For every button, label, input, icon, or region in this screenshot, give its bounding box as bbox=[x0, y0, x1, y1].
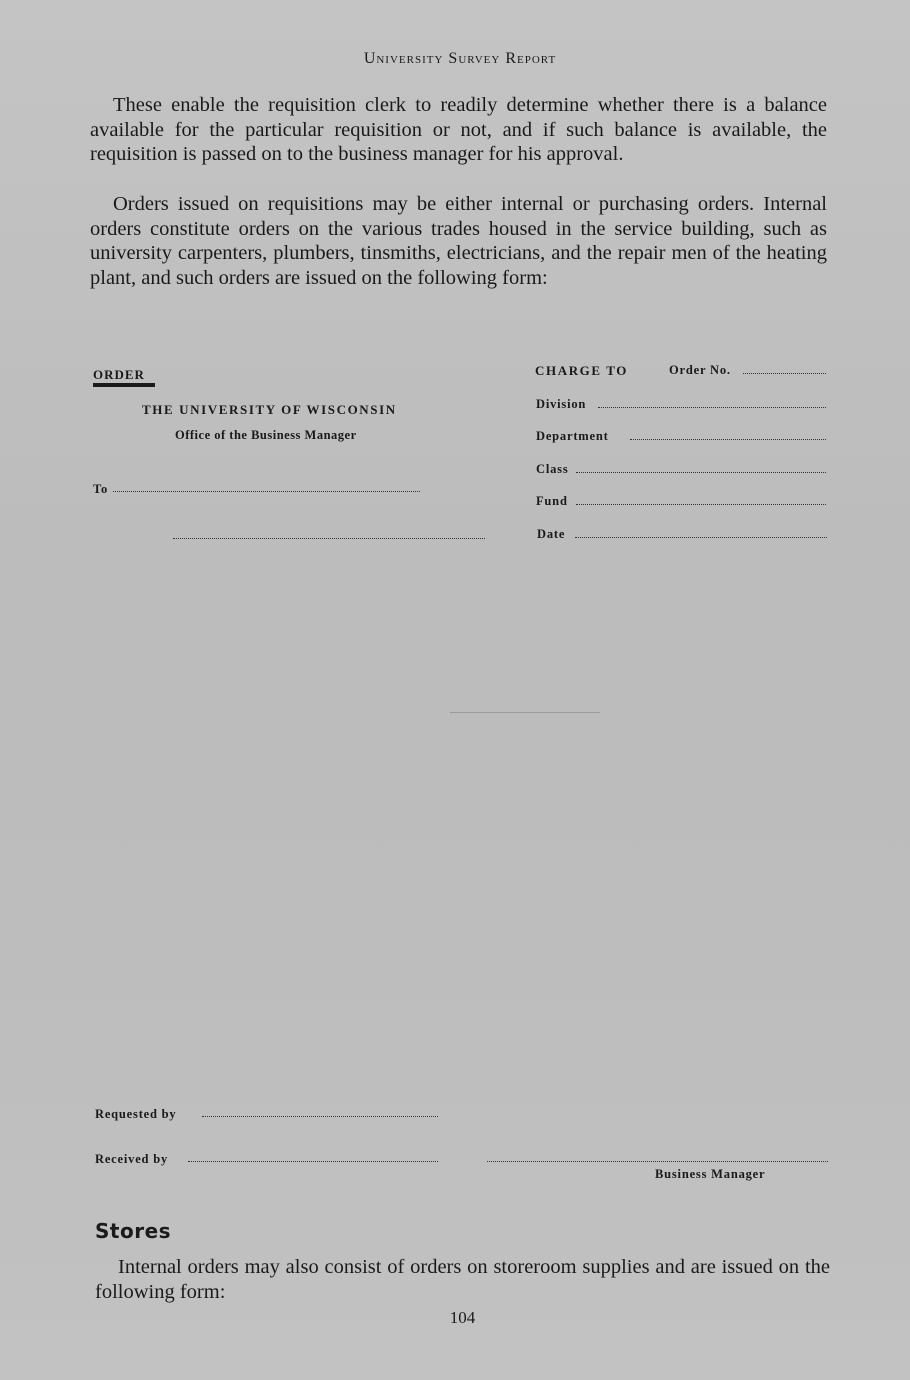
requested-by-line bbox=[202, 1116, 438, 1117]
paragraph-1 bbox=[90, 93, 827, 167]
division-line bbox=[598, 407, 826, 408]
page-number: 104 bbox=[449, 1308, 476, 1327]
division-label: Division bbox=[536, 397, 587, 411]
stores-paragraph-text: Internal orders may also consist of orders on storeroom supplies and are issued on the following form: bbox=[95, 1256, 830, 1303]
stores-heading: Stores bbox=[95, 1219, 172, 1243]
order-no-label: Order No. bbox=[669, 363, 731, 377]
paragraph-2-text: Orders issued on requisitions may be either internal or purchasing orders. Internal orders constitute orders on the various trades housed in the service building, such as university carpenters, plumbers, tinsmiths, electricians, and the repair men of the heating plant, and such orders are issued on the following form: bbox=[90, 193, 827, 290]
running-head: University Survey Report bbox=[363, 50, 557, 67]
faint-divider bbox=[450, 712, 600, 713]
business-manager-signature-line bbox=[487, 1161, 828, 1162]
order-no-line bbox=[743, 373, 826, 374]
department-line bbox=[630, 439, 826, 440]
to-line-2 bbox=[173, 538, 485, 539]
received-by-line bbox=[188, 1161, 438, 1162]
paragraph-1-text: These enable the requisition clerk to readily determine whether there is a balance available for the particular requisition or not, and if such balance is available, the requisition is passed on to the business manager for his approval. bbox=[90, 94, 827, 166]
to-line bbox=[113, 491, 420, 492]
received-by-label: Received by bbox=[95, 1152, 169, 1166]
form-institution: THE UNIVERSITY OF WISCONSIN bbox=[142, 402, 397, 417]
charge-to-label: CHARGE TO bbox=[535, 363, 629, 378]
form-office: Office of the Business Manager bbox=[175, 428, 357, 442]
form-title: ORDER bbox=[93, 367, 145, 382]
fund-line bbox=[576, 504, 826, 505]
business-manager-label: Business Manager bbox=[655, 1167, 766, 1181]
requested-by-label: Requested by bbox=[95, 1107, 177, 1121]
date-label: Date bbox=[537, 527, 566, 541]
form-title-underline bbox=[93, 383, 155, 387]
stores-paragraph bbox=[95, 1255, 830, 1304]
department-label: Department bbox=[536, 429, 609, 443]
date-line bbox=[575, 537, 827, 538]
paragraph-2 bbox=[90, 192, 827, 291]
to-label: To bbox=[93, 482, 109, 496]
class-label: Class bbox=[536, 462, 569, 476]
fund-label: Fund bbox=[536, 494, 568, 508]
class-line bbox=[576, 472, 826, 473]
